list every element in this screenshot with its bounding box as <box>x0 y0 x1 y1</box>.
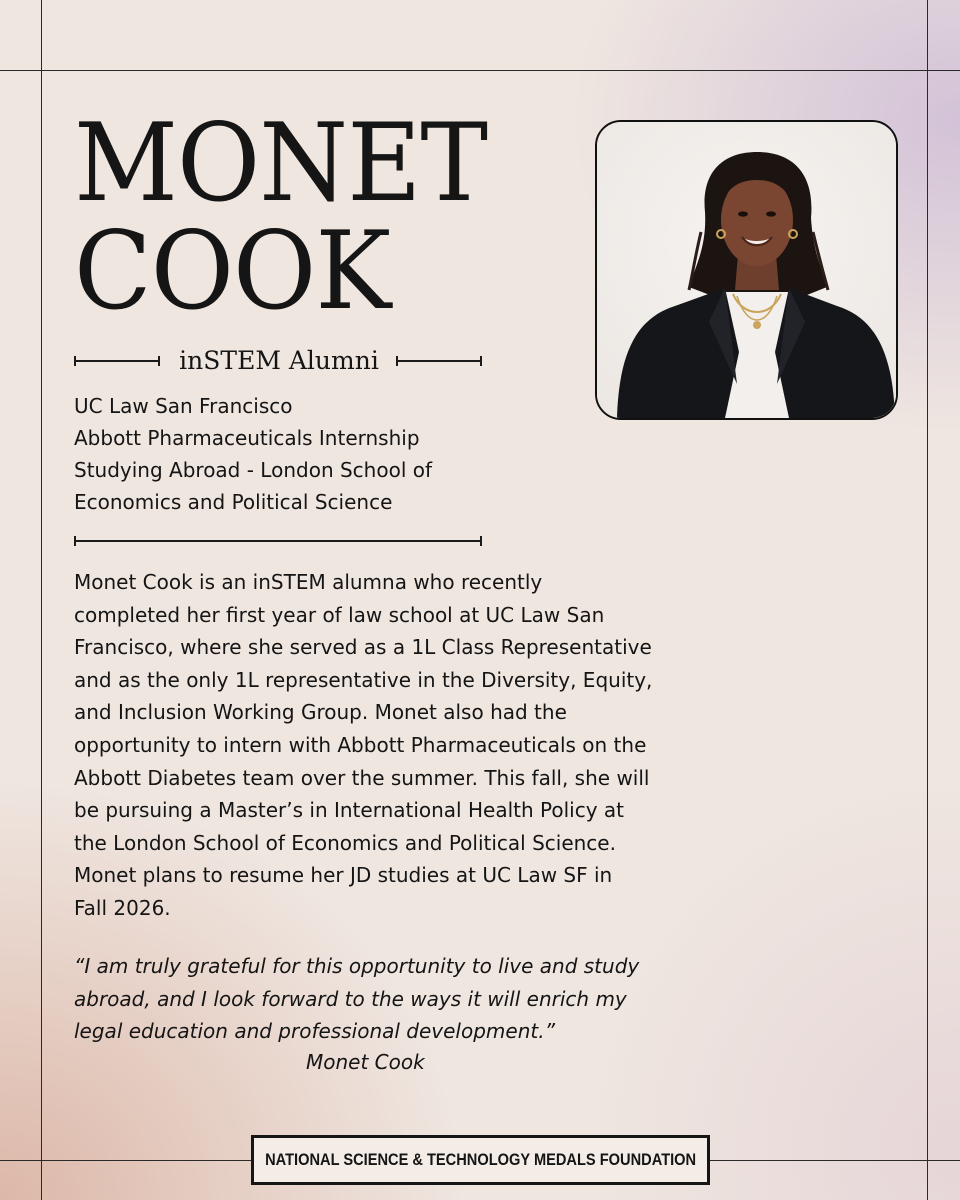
credential-item: Studying Abroad - London School of <box>74 458 433 482</box>
last-name-heading: COOK <box>74 209 391 334</box>
bio-line: opportunity to intern with Abbott Pharmaceuticals on the <box>74 732 647 757</box>
program-label: inSTEM Alumni <box>179 346 379 375</box>
footer-organization-badge <box>251 1135 710 1185</box>
portrait-illustration <box>597 122 896 418</box>
bio-line: the London School of Economics and Political Science. <box>74 830 616 855</box>
bio-line: Abbott Diabetes team over the summer. This fall, she will <box>74 765 650 790</box>
bio-line: Francisco, where she served as a 1L Class Representative <box>74 635 652 660</box>
credential-item: UC Law San Francisco <box>74 394 293 418</box>
bio-line: and as the only 1L representative in the Diversity, Equity, <box>74 667 653 692</box>
organization-name: NATIONAL SCIENCE & TECHNOLOGY MEDALS FOUNDATION <box>264 1150 697 1169</box>
frame-line-left <box>41 0 42 1200</box>
bio-line: completed her first year of law school at UC Law San <box>74 602 605 627</box>
quote-author: Monet Cook <box>306 1050 425 1074</box>
credential-item: Economics and Political Science <box>74 490 393 514</box>
quote-line: abroad, and I look forward to the ways it will enrich my <box>74 986 627 1011</box>
profile-photo <box>595 120 898 420</box>
frame-line-top <box>0 70 960 71</box>
frame-line-right <box>927 0 928 1200</box>
quote-line: “I am truly grateful for this opportunity to live and study <box>74 954 640 978</box>
bio-line: be pursuing a Master’s in International Health Policy at <box>74 798 624 823</box>
bio-line: Fall 2026. <box>74 895 171 920</box>
bio-paragraph <box>74 566 684 925</box>
bio-line: and Inclusion Working Group. Monet also had the <box>74 700 567 725</box>
first-name-heading: MONET <box>74 101 488 226</box>
section-divider <box>74 534 482 548</box>
testimonial-quote <box>74 950 684 1048</box>
bio-line: Monet Cook is an inSTEM alumna who recently <box>74 570 543 594</box>
credentials-list <box>74 390 544 518</box>
credential-item: Abbott Pharmaceuticals Internship <box>74 426 420 450</box>
quote-line: legal education and professional development.” <box>74 1019 555 1043</box>
bio-line: Monet plans to resume her JD studies at UC Law SF in <box>74 863 613 888</box>
